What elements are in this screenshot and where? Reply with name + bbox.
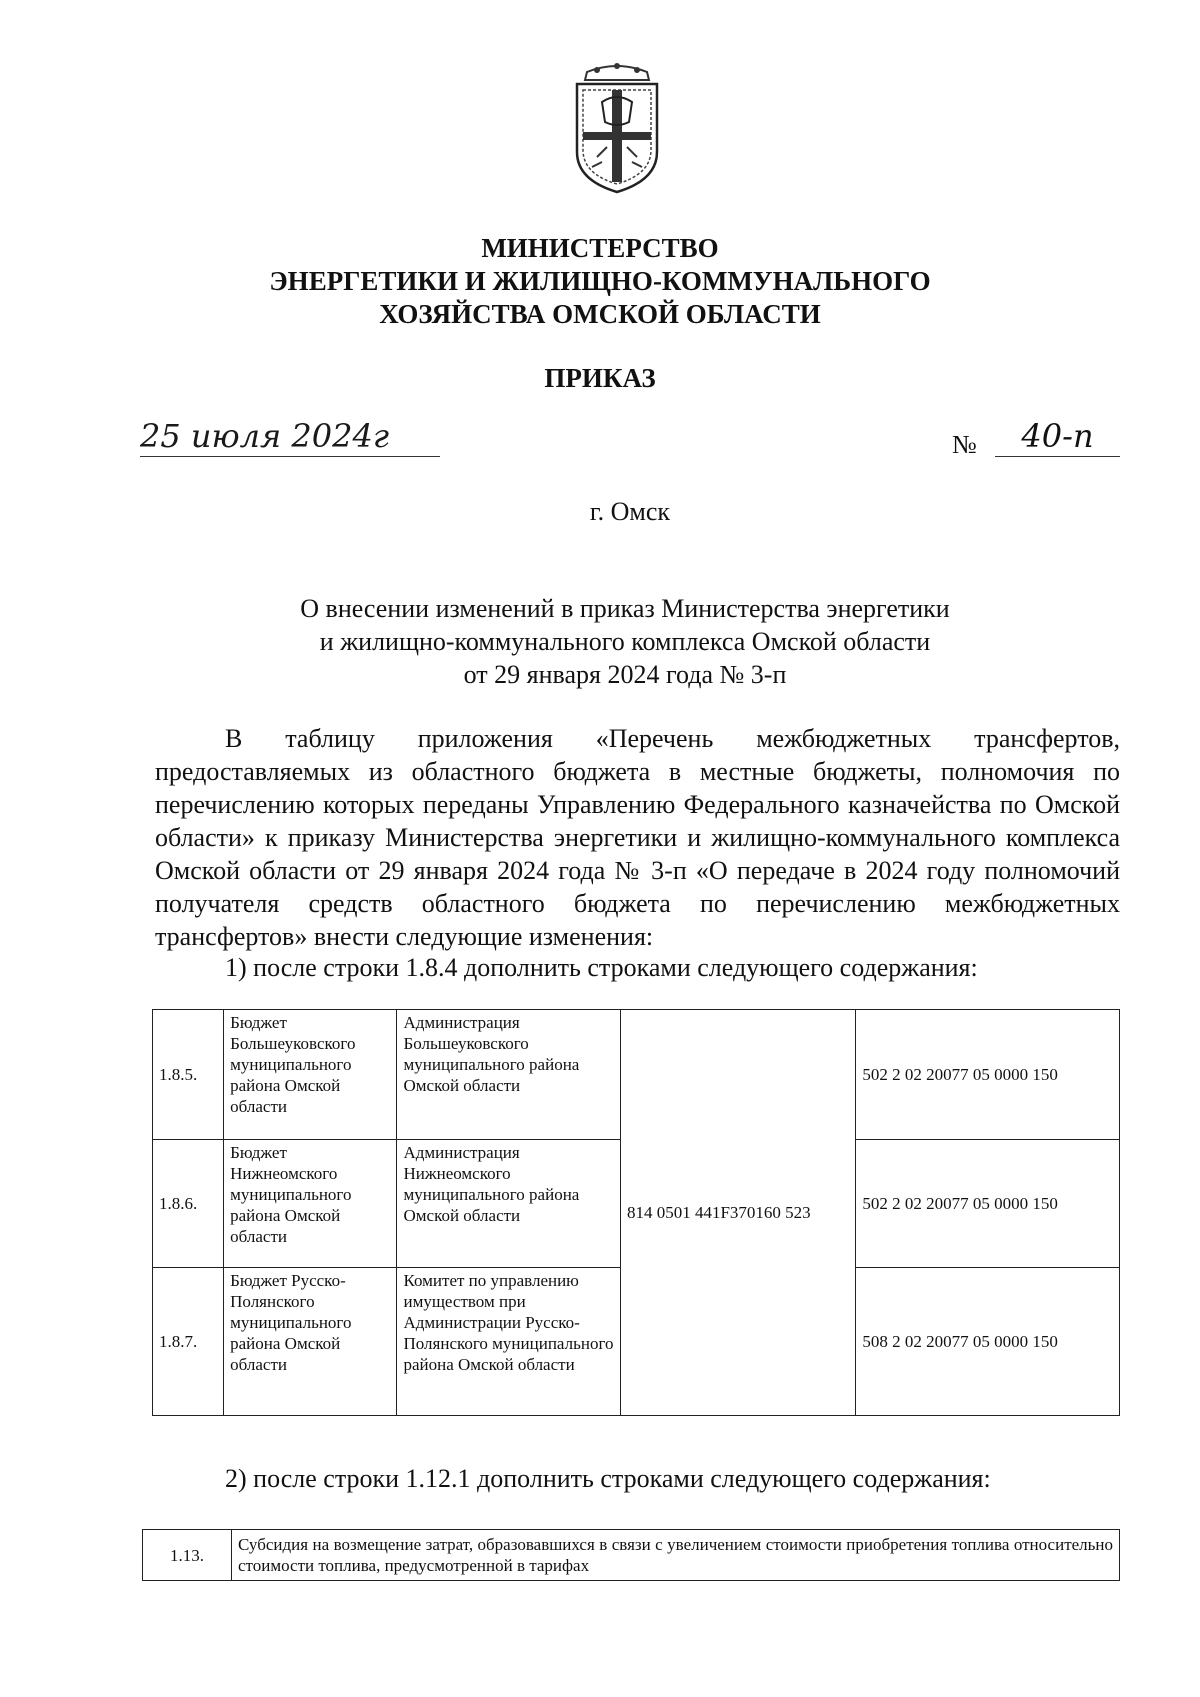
- subsidy-table: [142, 1529, 1120, 1581]
- handwritten-date: 25 июля 2024г: [140, 416, 440, 457]
- row-number: 1.8.6.: [153, 1140, 224, 1268]
- ministry-line-3: ХОЗЯЙСТВА ОМСКОЙ ОБЛАСТИ: [379, 299, 821, 329]
- coat-of-arms-emblem: [567, 62, 667, 196]
- admin-cell: Комитет по управлению имуществом при Администрации Русско-Полянского муниципального района Омской области: [397, 1268, 620, 1416]
- kbk-cell: 502 2 02 20077 05 0000 150: [856, 1010, 1120, 1140]
- subsidy-description: Субсидия на возмещение затрат, образовавшихся в связи с увеличением стоимости приобретения топлива относительно стоимости топлива, предусмотренной в тарифах: [232, 1530, 1120, 1581]
- subject-line-3: от 29 января 2024 года № 3-п: [463, 660, 787, 689]
- handwritten-order-number: 40-п: [995, 416, 1120, 457]
- kbk-cell: 502 2 02 20077 05 0000 150: [856, 1140, 1120, 1268]
- row-number: 1.13.: [143, 1530, 232, 1581]
- row-number: 1.8.7.: [153, 1268, 224, 1416]
- item-2: 2) после строки 1.12.1 дополнить строками следующего содержания:: [225, 1464, 991, 1493]
- budget-cell: Бюджет Нижнеомского муниципального района Омской области: [224, 1140, 397, 1268]
- ministry-name: [0, 232, 1200, 331]
- item-1: 1) после строки 1.8.4 дополнить строками следующего содержания:: [225, 953, 978, 982]
- table-row: [143, 1530, 1120, 1581]
- admin-cell: Администрация Нижнеомского муниципального района Омской области: [397, 1140, 620, 1268]
- transfers-table: [152, 1009, 1120, 1416]
- order-title: ПРИКАЗ: [544, 363, 656, 393]
- subject-line-2: и жилищно-коммунального комплекса Омской области: [319, 627, 931, 656]
- table-row: [153, 1010, 1120, 1140]
- admin-cell: Администрация Большеуковского муниципального района Омской области: [397, 1010, 620, 1140]
- subject-line-1: О внесении изменений в приказ Министерства энергетики: [300, 594, 950, 623]
- shared-code-cell: 814 0501 441F370160 523: [620, 1010, 855, 1416]
- budget-cell: Бюджет Большеуковского муниципального района Омской области: [224, 1010, 397, 1140]
- city: г. Омск: [589, 497, 671, 526]
- order-subject: [0, 592, 1200, 691]
- budget-cell: Бюджет Русско-Полянского муниципального района Омской области: [224, 1268, 397, 1416]
- ministry-line-2: ЭНЕРГЕТИКИ И ЖИЛИЩНО-КОММУНАЛЬНОГО: [269, 266, 931, 296]
- row-number: 1.8.5.: [153, 1010, 224, 1140]
- kbk-cell: 508 2 02 20077 05 0000 150: [856, 1268, 1120, 1416]
- body-paragraph: В таблицу приложения «Перечень межбюджетных трансфертов, предоставляемых из областного бюджета в местные бюджеты, полномочия по перечислению которых переданы Управлению Федерального казначейства по Омской области» к приказу Министерства энергетики и жилищно-коммунального комплекса Омской области от 29 января 2024 года № 3-п «О передаче в 2024 году полномочий получателя средств областного бюджета по перечислению межбюджетных трансфертов» внести следующие изменения:: [155, 724, 1120, 951]
- ministry-line-1: МИНИСТЕРСТВО: [481, 233, 719, 263]
- number-sign: №: [952, 430, 977, 459]
